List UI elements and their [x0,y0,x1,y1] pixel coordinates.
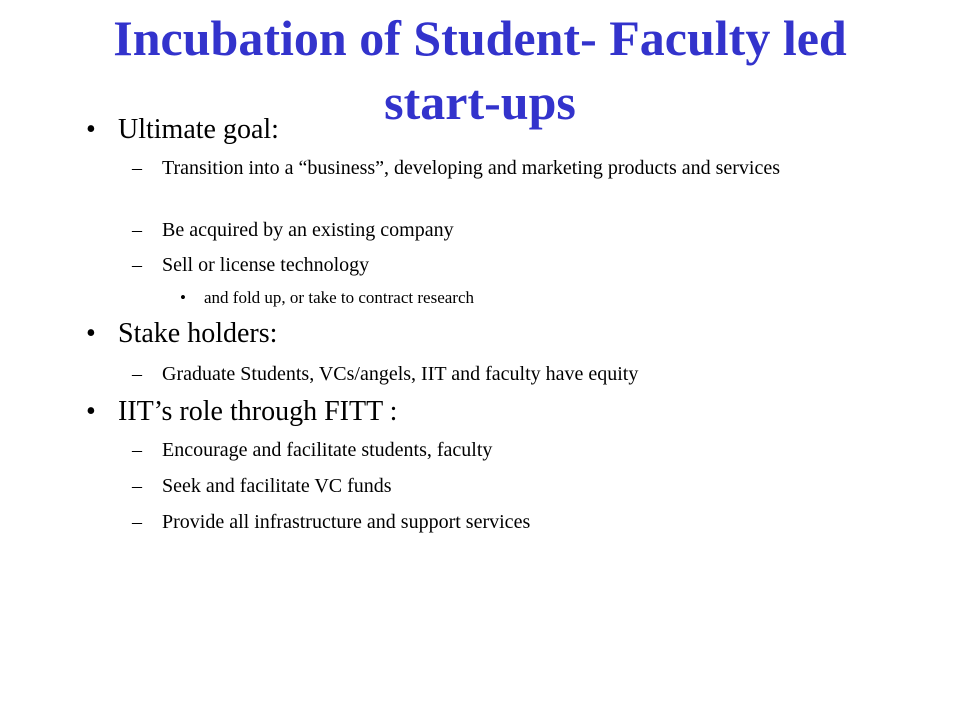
sub-bullet-text: Seek and facilitate VC funds [162,475,392,497]
dash-marker: – [132,254,142,276]
bullet-heading: Ultimate goal: [118,114,279,145]
sub-bullet [132,474,852,498]
bullet-marker: • [86,114,96,145]
dash-marker: – [132,511,142,533]
sub-bullet-text: Transition into a “business”, developing and marketing products and services [162,157,781,179]
sub-bullet [132,362,852,386]
dash-marker: – [132,219,142,241]
bullet-marker: • [180,288,186,307]
sub-bullet [132,253,852,277]
sub-sub-bullet-text: and fold up, or take to contract research [204,288,474,307]
bullet-heading: Stake holders: [118,318,278,349]
sub-bullet-text: Provide all infrastructure and support services [162,511,531,533]
sub-bullet-text: Graduate Students, VCs/angels, IIT and faculty have equity [162,363,639,385]
bullet-heading: IIT’s role through FITT : [118,396,398,427]
sub-bullet [132,218,852,242]
bullet-marker: • [86,318,96,349]
dash-marker: – [132,439,142,461]
sub-bullet-text: Be acquired by an existing company [162,219,454,241]
sub-bullet [132,156,852,180]
sub-bullet-text: Encourage and facilitate students, faculty [162,439,493,461]
sub-bullet-text: Sell or license technology [162,254,370,276]
dash-marker: – [132,363,142,385]
bullet-marker: • [86,396,96,427]
sub-bullet [132,438,852,462]
dash-marker: – [132,157,142,179]
sub-bullet [132,510,852,534]
slide-title: Incubation of Student- Faculty led start-ups [113,10,847,130]
dash-marker: – [132,475,142,497]
